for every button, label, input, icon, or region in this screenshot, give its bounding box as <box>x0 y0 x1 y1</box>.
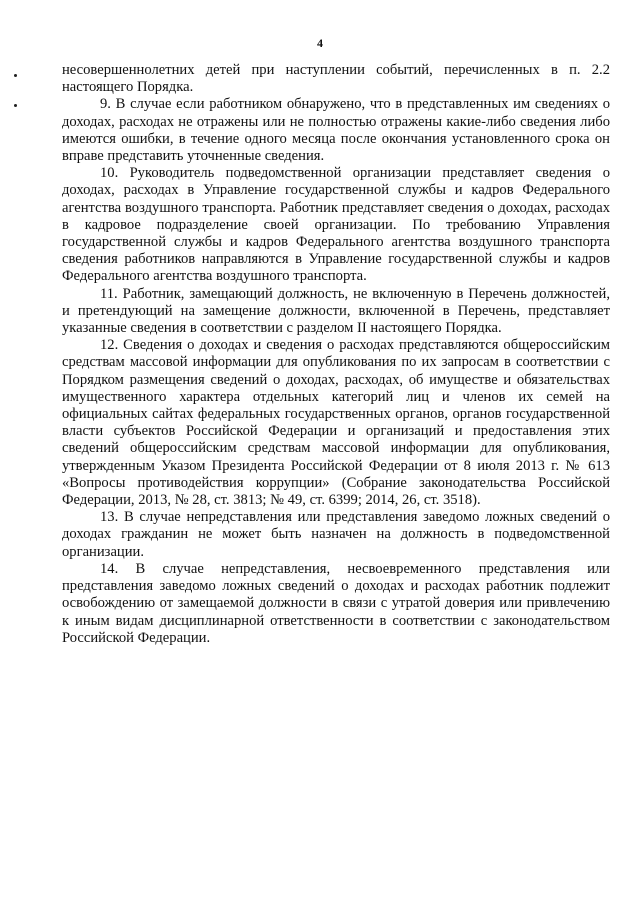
paragraph-10: 10. Руководитель подведомственной организации представляет сведения о доходах, расходах в Управление государственной службы и кадров Федерального агентства воздушного транспорта. Работник представляет сведения о доходах, расходах в кадровое подразделение своей организации. По требованию Управления государственной службы и кадров Федерального агентства воздушного транспорта сведения работников направляются в Управление государственной службы и кадров Федерального агентства воздушного транспорта. <box>62 165 610 285</box>
paragraph-9: 9. В случае если работником обнаружено, что в представленных им сведениях о доходах, расходах не отражены или не полностью отражены какие-либо сведения либо имеются ошибки, в течение одного месяца после окончания установленного срока он вправе представить уточненные сведения. <box>62 96 610 165</box>
document-body <box>62 62 610 647</box>
margin-mark <box>14 104 17 107</box>
paragraph-11: 11. Работник, замещающий должность, не включенную в Перечень должностей, и претендующий на замещение должности, включенной в Перечень, представляет указанные сведения в соответствии с разделом II настоящего Порядка. <box>62 285 610 337</box>
paragraph-13: 13. В случае непредставления или представления заведомо ложных сведений о доходах гражданин не может быть назначен на должность в подведомственной организации. <box>62 509 610 560</box>
margin-mark <box>14 74 17 77</box>
paragraph-14: 14. В случае непредставления, несвоевременного представления или представления заведомо ложных сведений о доходах и расходах работник подлежит освобождению от замещаемой должности в связи с утратой доверия или привлечению к иным видам дисциплинарной ответственности в соответствии с законодательством Российской Федерации. <box>62 560 610 646</box>
paragraph-continuation: несовершеннолетних детей при наступлении событий, перечисленных в п. 2.2 настоящего Порядка. <box>62 62 610 96</box>
page-number: 4 <box>317 36 323 50</box>
paragraph-12: 12. Сведения о доходах и сведения о расходах представляются общероссийским средствам массовой информации для опубликования по их запросам в соответствии с Порядком размещения сведений о доходах, расходах, об имуществе и обязательствах имущественного характера отдельных категорий лиц и членов их семей на официальных сайтах федеральных государственных органов, органов государственной власти субъектов Российской Федерации и организаций и предоставления этих сведений общероссийским средствам массовой информации для опубликования, утвержденным Указом Президента Российской Федерации от 8 июля 2013 г. № 613 «Вопросы противодействия коррупции» (Собрание законодательства Российской Федерации, 2013, № 28, ст. 3813; № 49, ст. 6399; 2014, 26, ст. 3518). <box>62 337 610 509</box>
